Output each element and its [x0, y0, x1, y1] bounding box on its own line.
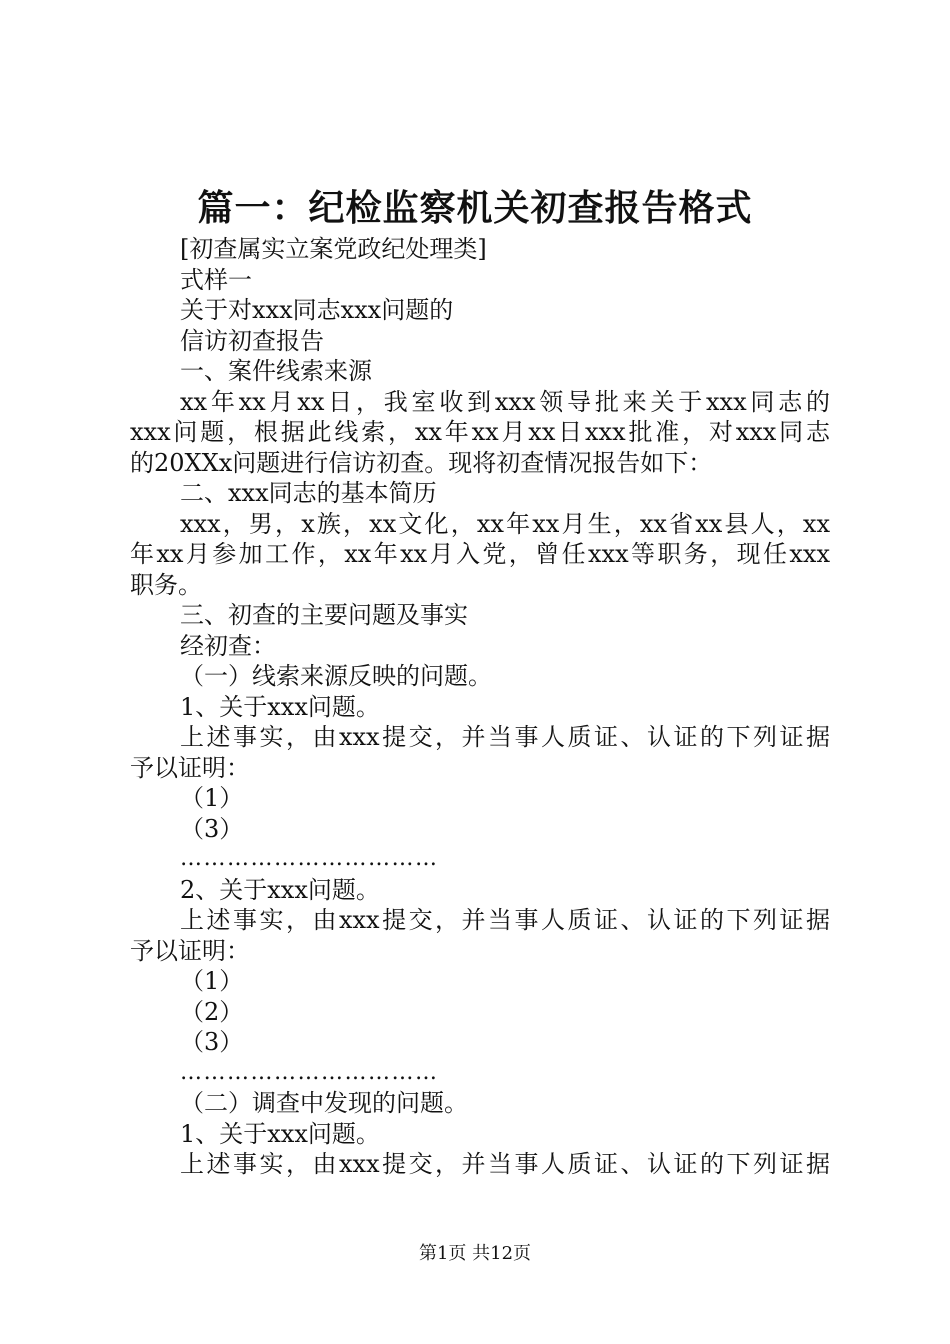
section-heading-2: 二、xxx同志的基本简历: [180, 479, 437, 507]
paragraph-line: xxx，男，x族，xx文化，xx年xx月生，xx省xx县人，xx: [180, 509, 830, 538]
report-heading-line-1: 关于对xxx同志xxx问题的: [180, 296, 454, 324]
paragraph-line: 职务。: [130, 570, 202, 599]
document-body: [130, 234, 830, 1180]
subsection-heading: （一）线索来源反映的问题。: [180, 662, 492, 690]
ellipsis-line: ……………………………: [180, 1059, 439, 1085]
paragraph-line: 的20XXx问题进行信访初查。现将初查情况报告如下：: [130, 448, 713, 477]
page-title: 篇一：纪检监察机关初查报告格式: [197, 187, 753, 229]
category-line: [初查属实立案党政纪处理类]: [180, 235, 487, 263]
paragraph-line: xxx问题，根据此线索，xx年xx月xx日xxx批准，对xxx同志: [130, 418, 830, 446]
paragraph-line: 上述事实，由xxx提交，并当事人质证、认证的下列证据: [180, 723, 830, 751]
report-heading-line-2: 信访初查报告: [180, 326, 324, 355]
section-heading-3: 三、初查的主要问题及事实: [180, 601, 468, 629]
subsection-heading: （二）调查中发现的问题。: [180, 1089, 468, 1117]
item-heading: 1、关于xxx问题。: [180, 692, 380, 721]
sample-label: 式样一: [180, 265, 252, 294]
paragraph-line: 上述事实，由xxx提交，并当事人质证、认证的下列证据: [180, 906, 830, 934]
evidence-item: （1）: [180, 967, 244, 995]
evidence-item: （2）: [180, 997, 244, 1026]
paragraph-line: 予以证明：: [130, 936, 250, 965]
evidence-item: （1）: [180, 784, 244, 812]
paragraph-line: 上述事实，由xxx提交，并当事人质证、认证的下列证据: [180, 1150, 830, 1178]
item-heading: 1、关于xxx问题。: [180, 1119, 380, 1148]
paragraph-line: 予以证明：: [130, 753, 250, 782]
page-footer: 第1页 共12页: [418, 1243, 532, 1264]
evidence-item: （3）: [180, 814, 244, 843]
paragraph-line: xx年xx月xx日，我室收到xxx领导批来关于xxx同志的: [180, 387, 830, 416]
paragraph-line: 年xx月参加工作，xx年xx月入党，曾任xxx等职务，现任xxx: [130, 540, 830, 568]
paragraph-line: 经初查：: [180, 631, 276, 660]
item-heading: 2、关于xxx问题。: [180, 875, 380, 904]
section-heading-1: 一、案件线索来源: [180, 357, 372, 385]
ellipsis-line: ……………………………: [180, 846, 439, 871]
evidence-item: （3）: [180, 1028, 244, 1056]
